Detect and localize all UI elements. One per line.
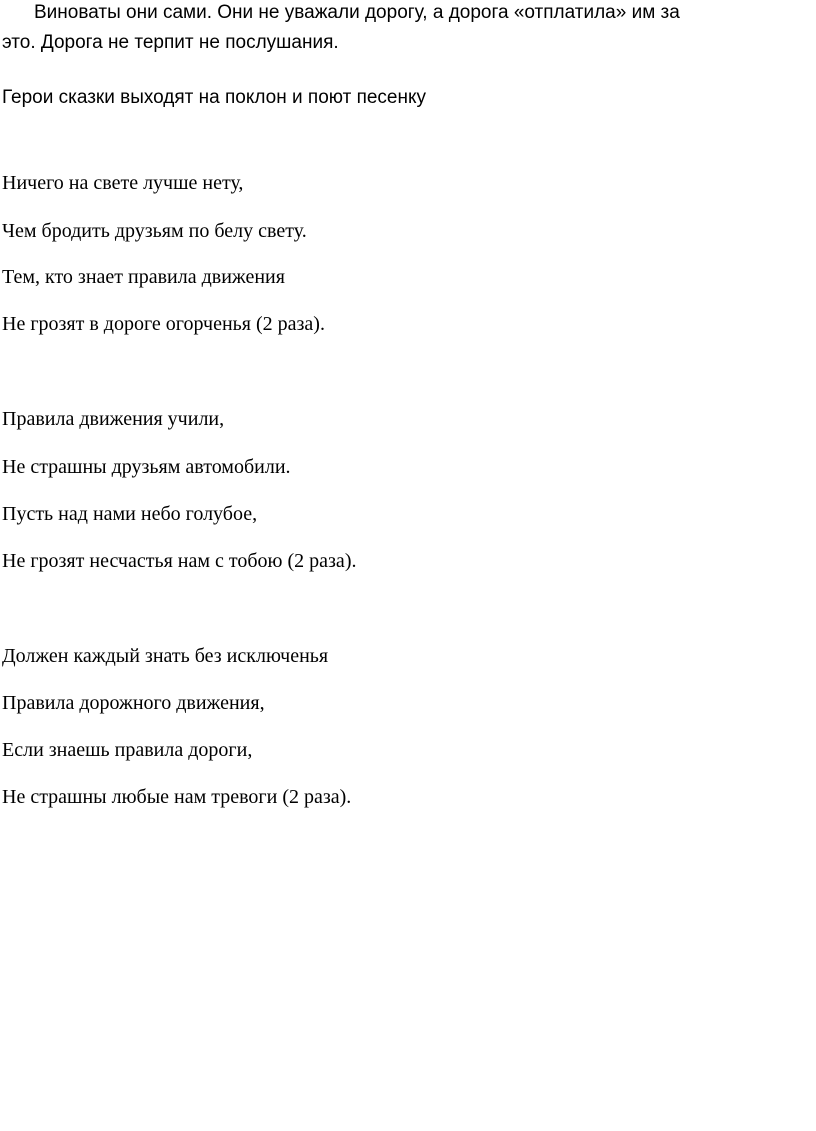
verse-line: Тем, кто знает правила движения (2, 266, 285, 288)
song-heading: Герои сказки выходят на поклон и поют песенку (2, 87, 427, 108)
verse-line: Если знаешь правила дороги, (2, 739, 253, 761)
intro-paragraph-line-2: это. Дорога не терпит не послушания. (2, 32, 339, 53)
verse-line: Не грозят несчастья нам с тобою (2 раза). (2, 550, 357, 572)
verse-line: Пусть над нами небо голубое, (2, 503, 258, 525)
verse-line: Правила дорожного движения, (2, 692, 265, 714)
verse-line: Ничего на свете лучше нету, (2, 172, 244, 194)
verse-line: Не страшны любые нам тревоги (2 раза). (2, 786, 352, 808)
verse-line: Не страшны друзьям автомобили. (2, 456, 291, 478)
verse-line: Не грозят в дороге огорченья (2 раза). (2, 313, 325, 335)
verse-line: Правила движения учили, (2, 408, 225, 430)
intro-paragraph-line-1: Виноваты они сами. Они не уважали дорогу, а дорога «отплатила» им за (34, 2, 680, 23)
verse-line: Чем бродить друзьям по белу свету. (2, 220, 307, 242)
verse-line: Должен каждый знать без исключенья (2, 645, 329, 667)
